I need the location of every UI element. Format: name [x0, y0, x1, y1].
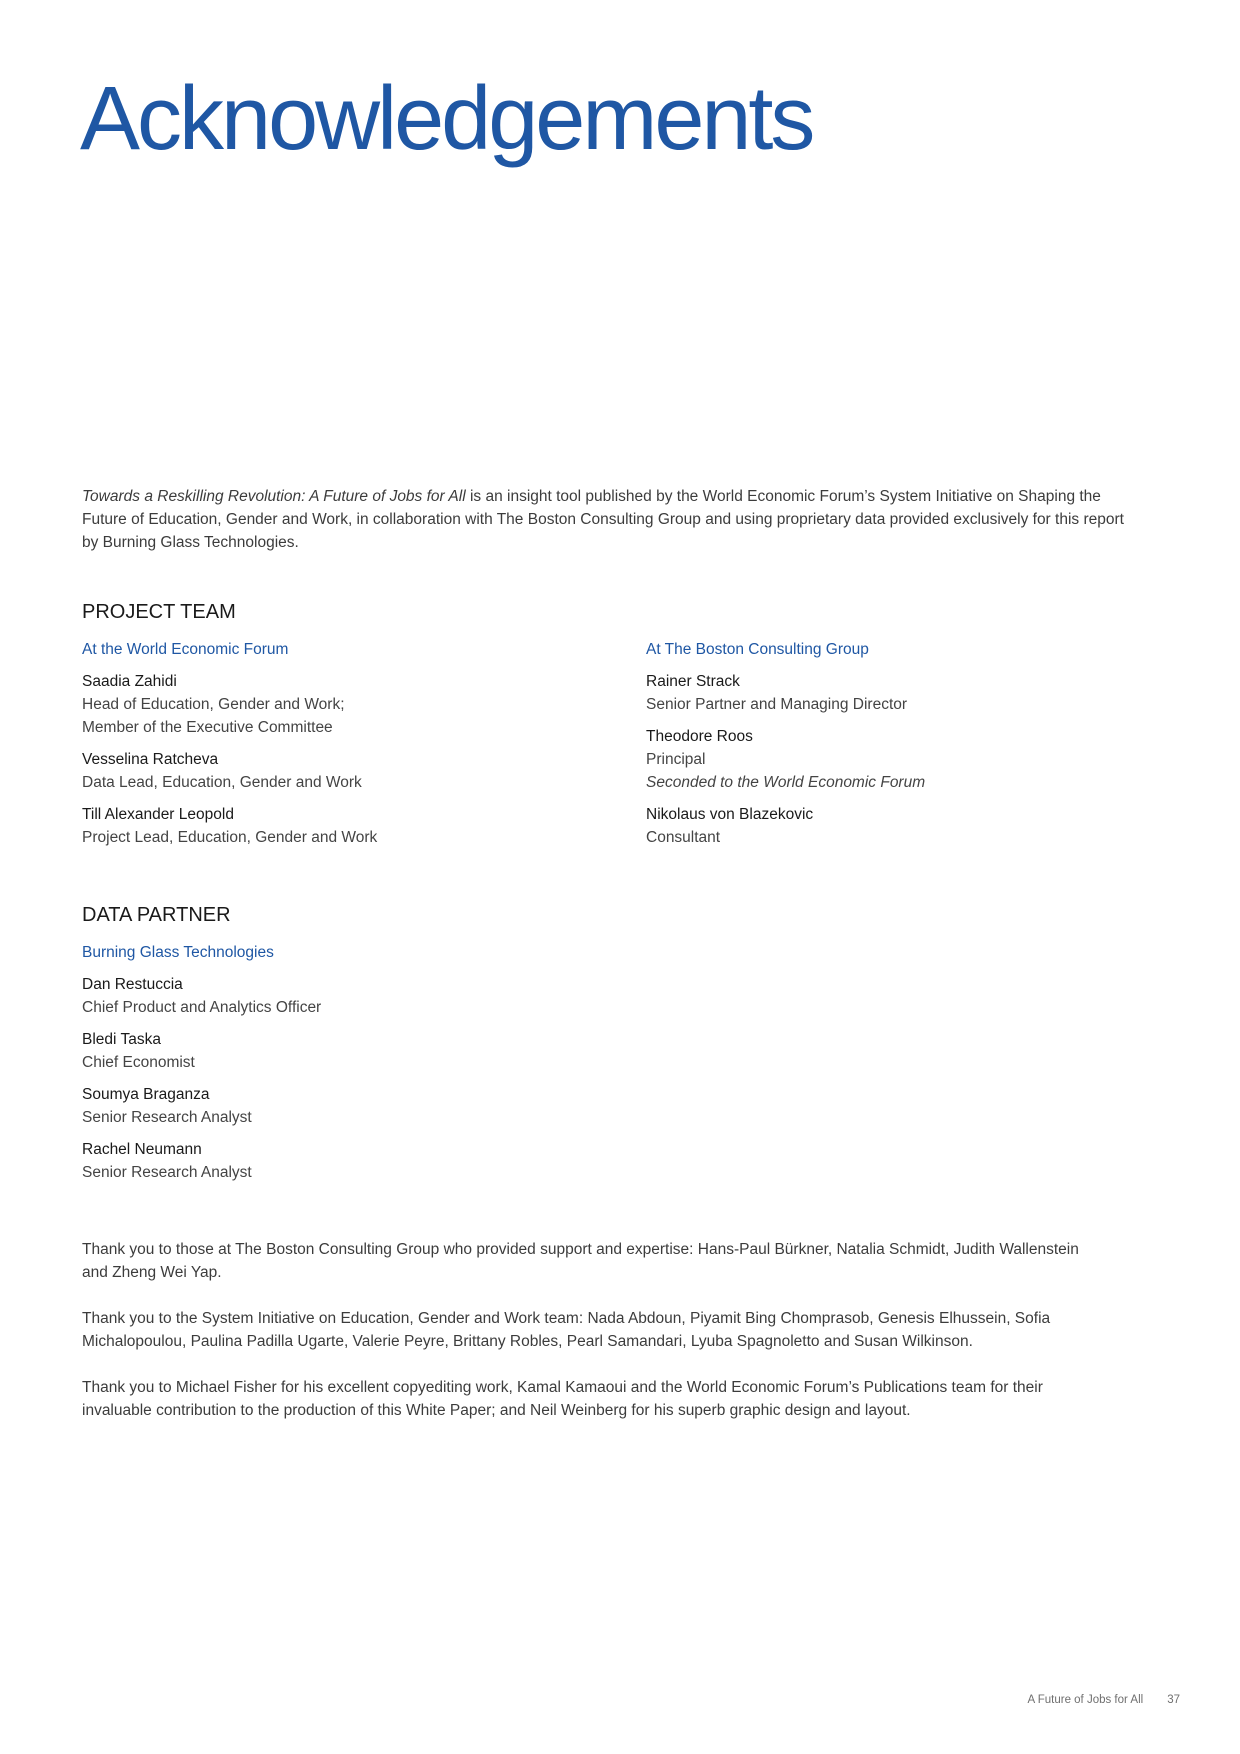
person-role: Member of the Executive Committee [82, 719, 333, 736]
footer-publication-title: A Future of Jobs for All [1027, 1694, 1144, 1706]
person-note: Seconded to the World Economic Forum [646, 774, 926, 791]
person-name: Rachel Neumann [82, 1141, 202, 1158]
person-name: Dan Restuccia [82, 976, 183, 993]
person-role: Chief Economist [82, 1054, 195, 1071]
person-name: Bledi Taska [82, 1031, 161, 1048]
intro-text: is an insight tool published by the World Economic Forum’s System Initiative on Shaping the Future of Education, Gender and Work, in collaboration with The Boston Consulting Group and using proprietary data provided exclusively for this report by Burning Glass Technologies. [82, 488, 1124, 551]
project-team-heading: PROJECT TEAM [82, 601, 236, 623]
person-name: Nikolaus von Blazekovic [646, 806, 814, 823]
person [82, 748, 562, 794]
page-footer [1028, 1694, 1181, 1706]
person-name: Theodore Roos [646, 728, 753, 745]
person [82, 1138, 562, 1184]
person-name: Rainer Strack [646, 673, 740, 690]
person [646, 725, 1126, 794]
person-name: Vesselina Ratcheva [82, 751, 219, 768]
bcg-heading: At The Boston Consulting Group [646, 641, 869, 658]
person-name: Soumya Braganza [82, 1086, 210, 1103]
person [82, 670, 562, 739]
person-role: Consultant [646, 829, 721, 846]
wef-column [82, 640, 562, 858]
bcg-column [646, 640, 1126, 858]
person [82, 973, 562, 1019]
person [646, 803, 1126, 849]
person-role: Principal [646, 751, 706, 768]
person-role: Head of Education, Gender and Work; [82, 696, 345, 713]
person-role: Senior Partner and Managing Director [646, 696, 908, 713]
wef-heading: At the World Economic Forum [82, 641, 289, 658]
person-role: Data Lead, Education, Gender and Work [82, 774, 362, 791]
person-name: Saadia Zahidi [82, 673, 177, 690]
person-role: Senior Research Analyst [82, 1109, 252, 1126]
data-partner-column [82, 943, 562, 1193]
thanks-paragraph-bcg: Thank you to those at The Boston Consulting Group who provided support and expertise: Hans-Paul Bürkner, Natalia Schmidt, Judith Wallenstein and Zheng Wei Yap. [82, 1241, 1079, 1281]
report-title: Towards a Reskilling Revolution: A Future of Jobs for All [82, 488, 466, 505]
intro-paragraph [82, 485, 1132, 554]
page-title: Acknowledgements [80, 69, 813, 169]
thanks-paragraph-team: Thank you to the System Initiative on Education, Gender and Work team: Nada Abdoun, Piyamit Bing Chomprasob, Genesis Elhussein, Sofia Michalopoulou, Paulina Padilla Ugarte, Valerie Peyre, Brittany Robles, Pearl Samandari, Lyuba Spagnoletto and Susan Wilkinson. [82, 1310, 1051, 1350]
page-number: 37 [1167, 1694, 1180, 1706]
person [82, 803, 562, 849]
person-name: Till Alexander Leopold [82, 806, 234, 823]
burning-glass-heading: Burning Glass Technologies [82, 944, 274, 961]
person [646, 670, 1126, 716]
person-role: Chief Product and Analytics Officer [82, 999, 322, 1016]
person [82, 1083, 562, 1129]
person [82, 1028, 562, 1074]
thanks-paragraph-production: Thank you to Michael Fisher for his excellent copyediting work, Kamal Kamaoui and the World Economic Forum’s Publications team for their invaluable contribution to the production of this White Paper; and Neil Weinberg for his superb graphic design and layout. [82, 1379, 1043, 1419]
person-role: Project Lead, Education, Gender and Work [82, 829, 378, 846]
data-partner-heading: DATA PARTNER [82, 904, 231, 926]
person-role: Senior Research Analyst [82, 1164, 252, 1181]
